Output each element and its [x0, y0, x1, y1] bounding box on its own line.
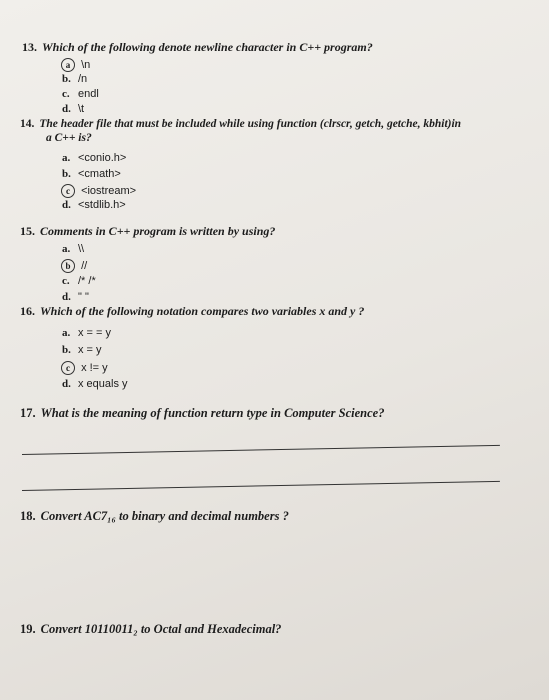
question-text: Comments in C++ program is written by using?	[40, 224, 276, 238]
question-number: 17.	[20, 406, 36, 420]
q16-option-a	[62, 327, 111, 339]
question-text-end: in Computer Science?	[267, 406, 385, 420]
question-17	[20, 406, 384, 421]
option-text: <conio.h>	[78, 152, 127, 164]
option-text: " "	[78, 291, 89, 303]
q13-option-c	[62, 88, 99, 100]
q15-option-a	[62, 243, 84, 255]
option-text: endl	[78, 88, 99, 100]
option-letter: c.	[62, 275, 70, 287]
option-text: x equals y	[78, 378, 128, 390]
question-text: Convert 10110011₂ to Octal and Hexadecimal?	[40, 622, 282, 636]
option-letter: b.	[62, 73, 71, 85]
q14-option-b	[62, 168, 121, 180]
question-14	[20, 118, 461, 144]
circled-answer-mark: a	[61, 58, 75, 72]
option-text: \t	[78, 103, 85, 115]
circled-answer-mark: c	[61, 361, 75, 375]
circled-answer-mark: c	[61, 184, 75, 198]
q14-option-c	[62, 184, 136, 198]
question-number: 18.	[20, 509, 36, 523]
option-text: <stdlib.h>	[78, 199, 126, 211]
option-letter: a.	[62, 327, 71, 339]
option-letter: d.	[62, 378, 71, 390]
question-number: 14.	[20, 118, 35, 130]
question-text: Convert AC7₁₆ to binary and decimal numbers ?	[40, 509, 289, 523]
option-text: x = = y	[78, 327, 112, 339]
q13-option-a	[62, 58, 90, 72]
option-letter: a.	[62, 152, 71, 164]
option-letter: d.	[62, 291, 71, 303]
q16-option-c	[62, 361, 108, 375]
option-text: /n	[78, 73, 88, 85]
question-15	[20, 224, 275, 239]
question-text-continued: a C++ is?	[46, 132, 92, 144]
question-text: Which of the following denote newline character in C++ program?	[42, 40, 373, 54]
q14-option-a	[62, 152, 126, 164]
option-text: \n	[81, 59, 91, 71]
option-letter: b.	[62, 344, 71, 356]
q15-option-b	[62, 259, 87, 273]
option-text: x != y	[81, 362, 108, 374]
q13-option-b	[62, 73, 87, 85]
option-text: <cmath>	[78, 168, 121, 180]
question-16	[20, 304, 364, 319]
circled-answer-mark: b	[61, 259, 75, 273]
question-19	[20, 622, 281, 637]
option-text: //	[81, 260, 88, 272]
option-text: /* /*	[78, 275, 96, 287]
option-text: \\	[78, 243, 85, 255]
question-number: 16.	[20, 304, 35, 318]
option-text: <iostream>	[81, 185, 137, 197]
question-text: The header file that must be included while using function (clrscr, getch, getche, kbhit)in	[39, 118, 462, 130]
question-emphasis: function return type	[163, 406, 268, 420]
question-text: What is the meaning of	[40, 406, 164, 420]
question-number: 19.	[20, 622, 36, 636]
question-number: 15.	[20, 224, 35, 238]
question-18	[20, 509, 289, 524]
answer-line-1	[22, 445, 500, 455]
question-text: Which of the following notation compares two variables x and y ?	[40, 304, 365, 318]
q15-option-c	[62, 275, 96, 287]
question-13	[22, 40, 373, 55]
q16-option-d	[62, 378, 128, 390]
question-number: 13.	[22, 40, 37, 54]
answer-line-2	[22, 481, 500, 491]
option-letter: b.	[62, 168, 71, 180]
option-letter: d.	[62, 103, 71, 115]
option-letter: a.	[62, 243, 71, 255]
option-letter: d.	[62, 199, 71, 211]
option-text: x = y	[78, 344, 102, 356]
q16-option-b	[62, 344, 102, 356]
option-letter: c.	[62, 88, 70, 100]
q15-option-d	[62, 291, 89, 303]
q13-option-d	[62, 103, 84, 115]
q14-option-d	[62, 199, 126, 211]
